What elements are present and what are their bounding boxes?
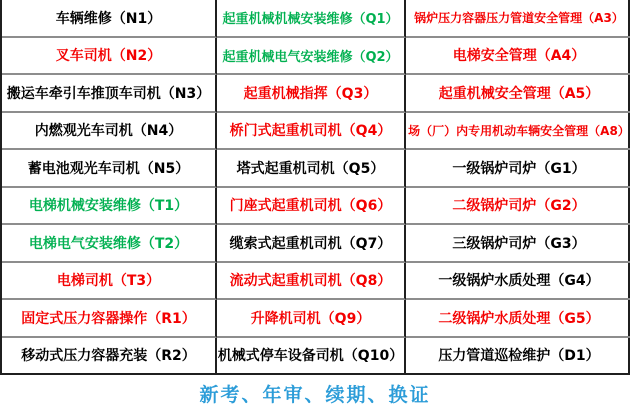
table-cell: 蓄电池观光车司机（N5）	[2, 150, 217, 188]
table-cell: 起重机械指挥（Q3）	[217, 75, 406, 113]
table-cell: 一级锅炉司炉（G1）	[406, 150, 630, 188]
table-cell: 固定式压力容器操作（R1）	[2, 300, 217, 338]
table-cell: 锅炉压力容器压力管道安全管理（A3）	[406, 0, 630, 38]
table-cell: 门座式起重机司机（Q6）	[217, 188, 406, 226]
table-cell: 车辆维修（N1）	[2, 0, 217, 38]
table-cell: 电梯司机（T3）	[2, 263, 217, 301]
table-cell: 移动式压力容器充装（R2）	[2, 338, 217, 376]
table-cell: 叉车司机（N2）	[2, 38, 217, 76]
table-cell: 机械式停车设备司机（Q10）	[217, 338, 406, 376]
table-cell: 二级锅炉司炉（G2）	[406, 188, 630, 226]
table-cell: 二级锅炉水质处理（G5）	[406, 300, 630, 338]
table-cell: 流动式起重机司机（Q8）	[217, 263, 406, 301]
table-cell: 内燃观光车司机（N4）	[2, 113, 217, 151]
table-cell: 起重机械电气安装维修（Q2）	[217, 38, 406, 76]
table-cell: 桥门式起重机司机（Q4）	[217, 113, 406, 151]
table-cell: 电梯电气安装维修（T2）	[2, 225, 217, 263]
table-cell: 一级锅炉水质处理（G4）	[406, 263, 630, 301]
table-cell: 起重机械安全管理（A5）	[406, 75, 630, 113]
footer-note: 新考、年审、续期、换证	[199, 383, 431, 406]
table-cell: 升降机司机（Q9）	[217, 300, 406, 338]
table-cell: 电梯机械安装维修（T1）	[2, 188, 217, 226]
table-cell: 三级锅炉司炉（G3）	[406, 225, 630, 263]
table-cell: 压力管道巡检维护（D1）	[406, 338, 630, 376]
table-cell: 塔式起重机司机（Q5）	[217, 150, 406, 188]
table-cell: 电梯安全管理（A4）	[406, 38, 630, 76]
table-cell: 场（厂）内专用机动车辆安全管理（A8）	[406, 113, 630, 151]
table-cell: 缆索式起重机司机（Q7）	[217, 225, 406, 263]
table-cell: 搬运车牵引车推顶车司机（N3）	[2, 75, 217, 113]
table-cell: 起重机械机械安装维修（Q1）	[217, 0, 406, 38]
